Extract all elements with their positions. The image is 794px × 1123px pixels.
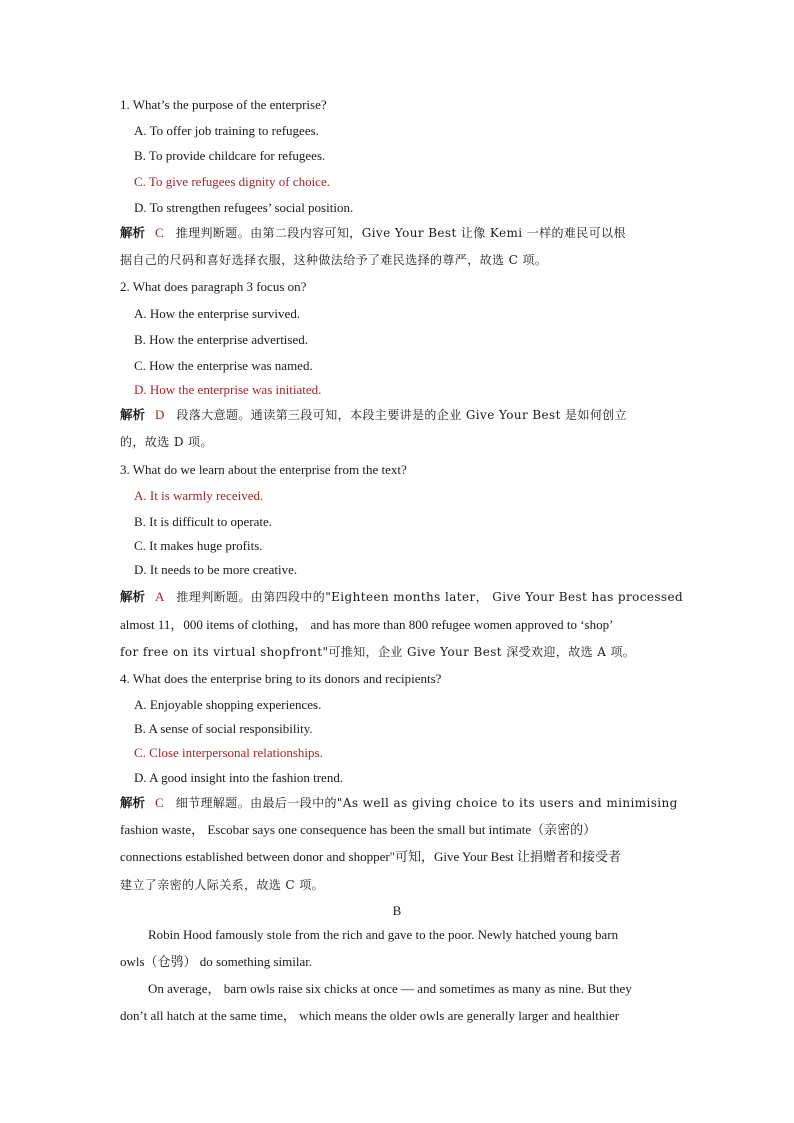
analysis-tag: 解析 <box>120 225 146 240</box>
q3-explanation-line-2: almost 11，000 items of clothing， and has more than 800 refugee women approved to ‘shop’ <box>120 617 614 632</box>
q1-explanation-line-1 <box>120 224 680 242</box>
analysis-tag: 解析 <box>120 795 146 810</box>
question-4: 4. What does the enterprise bring to its donors and recipients? <box>120 671 442 686</box>
q1-option-b: B. To provide childcare for refugees. <box>134 148 326 163</box>
explanation-text: 推理判断题。由第四段中的"Eighteen months later， Give Your Best has processed <box>176 590 684 604</box>
passage-line-2: owls（仓鸮） do something similar. <box>120 954 313 969</box>
analysis-tag: 解析 <box>120 407 146 422</box>
q4-option-b: B. A sense of social responsibility. <box>134 721 313 736</box>
explanation-text: 段落大意题。通读第三段可知，本段主要讲是的企业 Give Your Best 是如何创立 <box>176 408 628 422</box>
q2-option-d-correct: D. How the enterprise was initiated. <box>134 382 322 397</box>
explanation-text: 细节理解题。由最后一段中的"As well as giving choice to its users and minimising <box>175 796 678 810</box>
q3-explanation-line-3: for free on its virtual shopfront"可推知，企业 Give Your Best 深受欢迎，故选 A 项。 <box>120 645 636 659</box>
q3-option-a-correct: A. It is warmly received. <box>134 488 264 503</box>
q4-explanation-line-1 <box>120 794 680 812</box>
q2-explanation-line-2: 的，故选 D 项。 <box>120 435 213 449</box>
q1-option-a: A. To offer job training to refugees. <box>134 123 319 138</box>
question-3: 3. What do we learn about the enterprise from the text? <box>120 462 407 477</box>
answer-letter: C <box>155 795 164 810</box>
q1-explanation-line-2: 据自己的尺码和喜好选择衣服，这种做法给予了难民选择的尊严，故选 C 项。 <box>120 253 548 267</box>
passage-line-1: Robin Hood famously stole from the rich and gave to the poor. Newly hatched young barn <box>148 927 619 942</box>
answer-letter: D <box>155 407 165 422</box>
passage-line-4: don’t all hatch at the same time， which means the older owls are generally larger and healthier <box>120 1008 620 1023</box>
q2-option-c: C. How the enterprise was named. <box>134 358 313 373</box>
q3-option-b: B. It is difficult to operate. <box>134 514 273 529</box>
q4-explanation-line-4: 建立了亲密的人际关系，故选 C 项。 <box>120 878 325 892</box>
analysis-tag: 解析 <box>120 589 146 604</box>
answer-letter: A <box>155 589 165 604</box>
answer-letter: C <box>155 225 164 240</box>
q4-explanation-line-3: connections established between donor and shopper"可知，Give Your Best 让捐赠者和接受者 <box>120 849 622 864</box>
q4-option-a: A. Enjoyable shopping experiences. <box>134 697 322 712</box>
explanation-text: 推理判断题。由第二段内容可知，Give Your Best 让像 Kemi 一样的难民可以根 <box>175 226 626 240</box>
q3-explanation-line-1 <box>120 588 684 606</box>
q4-explanation-line-2: fashion waste， Escobar says one consequence has been the small but intimate（亲密的） <box>120 822 597 837</box>
q4-option-d: D. A good insight into the fashion trend. <box>134 770 344 785</box>
q3-option-d: D. It needs to be more creative. <box>134 562 298 577</box>
q2-option-b: B. How the enterprise advertised. <box>134 332 309 347</box>
q1-option-d: D. To strengthen refugees’ social position. <box>134 200 354 215</box>
q2-explanation-line-1 <box>120 406 680 424</box>
question-1: 1. What’s the purpose of the enterprise? <box>120 97 327 112</box>
q3-option-c: C. It makes huge profits. <box>134 538 263 553</box>
q2-option-a: A. How the enterprise survived. <box>134 306 301 321</box>
question-2: 2. What does paragraph 3 focus on? <box>120 279 307 294</box>
passage-line-3: On average， barn owls raise six chicks at once — and sometimes as many as nine. But they <box>148 981 632 996</box>
q4-option-c-correct: C. Close interpersonal relationships. <box>134 745 323 760</box>
q1-option-c-correct: C. To give refugees dignity of choice. <box>134 174 330 189</box>
section-heading: B <box>392 903 402 918</box>
